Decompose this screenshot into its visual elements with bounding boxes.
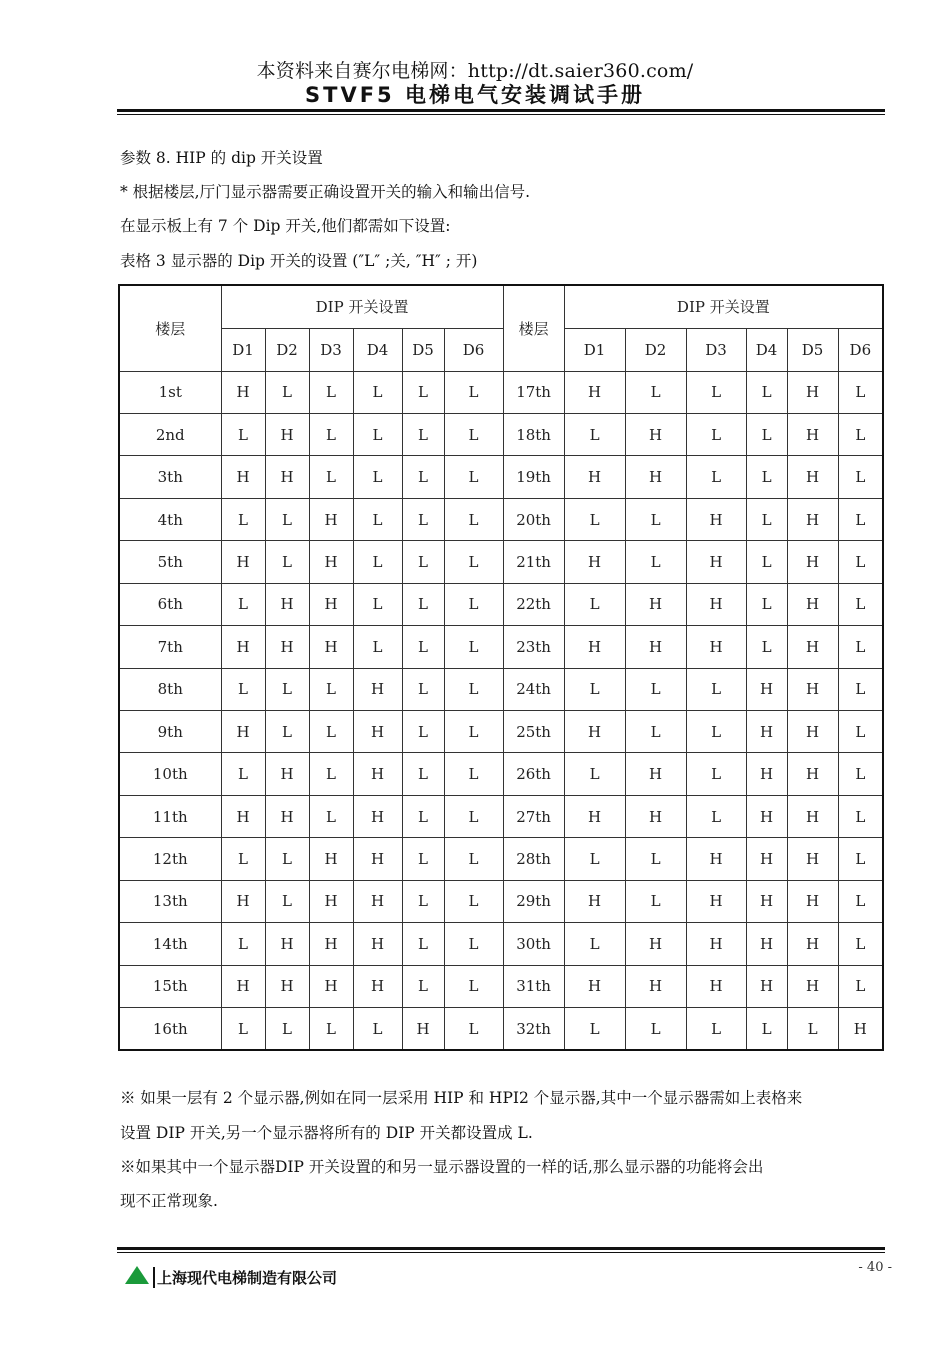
dip-value-cell: L [746,456,787,498]
dip-value-cell: L [838,498,883,540]
footer-rule-thin [117,1252,885,1253]
dip-value-cell: H [309,541,353,583]
dip-value-cell: H [221,965,265,1007]
floor-cell: 12th [119,838,221,880]
dip-value-cell: L [564,413,625,455]
floor-cell: 16th [119,1008,221,1050]
dip-value-cell: L [444,1008,503,1050]
dip-value-cell: L [309,795,353,837]
floor-cell: 7th [119,626,221,668]
dip-value-cell: H [353,795,402,837]
table-row [119,1008,883,1050]
dip-value-cell: H [265,456,309,498]
dip-value-cell: H [746,880,787,922]
dip-value-cell: H [221,626,265,668]
dip-value-cell: H [265,923,309,965]
dip-value-cell: H [353,923,402,965]
column-header-left: D5 [402,328,444,371]
dip-value-cell: L [564,753,625,795]
dip-value-cell: H [221,880,265,922]
dip-value-cell: L [444,795,503,837]
dip-value-cell: H [787,541,838,583]
floor-cell: 14th [119,923,221,965]
dip-value-cell: L [353,541,402,583]
dip-value-cell: H [265,965,309,1007]
dip-value-cell: H [221,456,265,498]
dip-value-cell: H [564,371,625,413]
dip-value-cell: L [746,541,787,583]
dip-value-cell: L [402,880,444,922]
dip-value-cell: H [564,795,625,837]
dip-value-cell: L [686,413,746,455]
column-header-right: D1 [564,328,625,371]
dip-value-cell: L [746,371,787,413]
dip-value-cell: H [353,711,402,753]
dip-value-cell: H [746,923,787,965]
dip-value-cell: L [444,498,503,540]
dip-value-cell: L [838,838,883,880]
table-row [119,371,883,413]
floor-cell: 18th [503,413,564,455]
floor-cell: 4th [119,498,221,540]
dip-value-cell: L [625,668,686,710]
dip-value-cell: H [353,965,402,1007]
dip-value-cell: L [265,498,309,540]
dip-value-cell: L [564,923,625,965]
dip-value-cell: H [564,541,625,583]
dip-value-cell: H [787,668,838,710]
dip-value-cell: L [265,668,309,710]
dip-value-cell: L [444,456,503,498]
dip-value-cell: H [564,965,625,1007]
dip-value-cell: H [221,371,265,413]
dip-value-cell: H [686,965,746,1007]
dip-value-cell: L [838,795,883,837]
dip-value-cell: L [838,413,883,455]
dip-value-cell: H [309,626,353,668]
floor-cell: 23th [503,626,564,668]
dip-value-cell: H [625,413,686,455]
dip-value-cell: H [265,583,309,625]
dip-value-cell: L [625,711,686,753]
dip-value-cell: H [309,583,353,625]
dip-value-cell: L [221,753,265,795]
dip-value-cell: L [309,413,353,455]
dip-value-cell: H [309,965,353,1007]
note-paragraph: 设置 DIP 开关,另一个显示器将所有的 DIP 开关都设置成 L. [120,1124,533,1142]
floor-header-right: 楼层 [503,285,564,371]
column-header-left: D4 [353,328,402,371]
floor-cell: 25th [503,711,564,753]
dip-header-left: DIP 开关设置 [221,285,503,328]
dip-value-cell: H [787,753,838,795]
table-row [119,541,883,583]
column-header-right: D6 [838,328,883,371]
dip-value-cell: H [787,965,838,1007]
dip-value-cell: L [838,668,883,710]
dip-value-cell: L [353,583,402,625]
dip-value-cell: H [625,923,686,965]
dip-value-cell: L [402,923,444,965]
dip-value-cell: H [686,923,746,965]
table-row [119,456,883,498]
note-paragraph: ※ 如果一层有 2 个显示器,例如在同一层采用 HIP 和 HPI2 个显示器,其中一个显示器需如上表格来 [120,1089,803,1107]
dip-value-cell: L [625,838,686,880]
dip-value-cell: L [746,626,787,668]
dip-value-cell: H [787,838,838,880]
dip-value-cell: L [221,583,265,625]
header-rule-thick [117,109,885,112]
dip-value-cell: H [686,498,746,540]
dip-value-cell: L [353,498,402,540]
table-row [119,668,883,710]
dip-value-cell: H [746,753,787,795]
floor-cell: 28th [503,838,564,880]
dip-switch-table [118,284,884,1051]
dip-value-cell: L [265,541,309,583]
table-row [119,923,883,965]
dip-value-cell: L [309,753,353,795]
dip-value-cell: H [564,711,625,753]
floor-header-left: 楼层 [119,285,221,371]
dip-value-cell: H [309,838,353,880]
dip-value-cell: L [353,1008,402,1050]
dip-value-cell: L [265,880,309,922]
dip-value-cell: H [787,456,838,498]
floor-cell: 8th [119,668,221,710]
dip-value-cell: L [444,838,503,880]
floor-cell: 26th [503,753,564,795]
dip-value-cell: H [625,583,686,625]
table-row [119,413,883,455]
dip-value-cell: L [686,371,746,413]
dip-value-cell: L [838,880,883,922]
floor-cell: 21th [503,541,564,583]
dip-value-cell: H [787,626,838,668]
floor-cell: 24th [503,668,564,710]
dip-value-cell: L [686,711,746,753]
dip-value-cell: L [838,583,883,625]
note-paragraph: ※如果其中一个显示器DIP 开关设置的和另一显示器设置的一样的话,那么显示器的功能将会出 [120,1158,764,1176]
dip-value-cell: H [686,583,746,625]
dip-value-cell: L [221,413,265,455]
floor-cell: 19th [503,456,564,498]
dip-value-cell: H [686,838,746,880]
dip-value-cell: L [309,371,353,413]
dip-value-cell: L [402,626,444,668]
dip-value-cell: L [838,923,883,965]
dip-value-cell: L [265,838,309,880]
floor-cell: 20th [503,498,564,540]
dip-value-cell: L [402,371,444,413]
table-row [119,626,883,668]
document-title: STVF5 电梯电气安装调试手册 [305,83,645,107]
dip-value-cell: H [787,498,838,540]
dip-value-cell: L [444,541,503,583]
dip-value-cell: L [402,413,444,455]
floor-cell: 30th [503,923,564,965]
dip-value-cell: L [625,541,686,583]
dip-value-cell: H [221,541,265,583]
dip-value-cell: H [265,626,309,668]
dip-value-cell: L [625,880,686,922]
dip-value-cell: L [564,1008,625,1050]
dip-value-cell: H [221,711,265,753]
dip-value-cell: H [787,583,838,625]
dip-value-cell: H [564,626,625,668]
dip-value-cell: H [353,753,402,795]
dip-value-cell: L [444,371,503,413]
dip-value-cell: L [402,795,444,837]
floor-cell: 13th [119,880,221,922]
column-header-right: D2 [625,328,686,371]
floor-cell: 31th [503,965,564,1007]
column-header-right: D3 [686,328,746,371]
header-rule-thin [117,114,885,115]
dip-value-cell: L [444,583,503,625]
footer-rule-thick [117,1247,885,1250]
dip-value-cell: L [402,965,444,1007]
dip-value-cell: L [838,965,883,1007]
dip-value-cell: L [309,668,353,710]
floor-cell: 27th [503,795,564,837]
table-row [119,753,883,795]
dip-value-cell: H [787,371,838,413]
dip-value-cell: L [402,711,444,753]
column-header-left: D2 [265,328,309,371]
dip-value-cell: L [746,413,787,455]
intro-paragraph: * 根据楼层,厅门显示器需要正确设置开关的输入和输出信号. [120,183,531,201]
dip-value-cell: H [625,753,686,795]
dip-value-cell: L [746,583,787,625]
dip-value-cell: L [625,498,686,540]
table-row [119,711,883,753]
company-logo-icon [124,1265,150,1285]
dip-value-cell: L [402,498,444,540]
dip-value-cell: L [353,626,402,668]
dip-value-cell: H [309,923,353,965]
dip-value-cell: L [838,753,883,795]
dip-value-cell: L [353,456,402,498]
dip-value-cell: L [309,456,353,498]
dip-value-cell: L [838,541,883,583]
dip-value-cell: H [402,1008,444,1050]
dip-value-cell: H [265,753,309,795]
page-number: - 40 - [858,1260,892,1275]
dip-value-cell: L [564,668,625,710]
dip-value-cell: H [746,795,787,837]
dip-value-cell: L [686,753,746,795]
dip-value-cell: H [686,626,746,668]
dip-value-cell: L [444,753,503,795]
dip-value-cell: H [787,880,838,922]
dip-value-cell: H [746,711,787,753]
dip-value-cell: L [444,711,503,753]
dip-value-cell: H [309,880,353,922]
dip-value-cell: L [221,923,265,965]
dip-value-cell: L [402,456,444,498]
dip-value-cell: L [564,583,625,625]
dip-value-cell: H [353,838,402,880]
dip-value-cell: L [265,1008,309,1050]
dip-value-cell: L [838,456,883,498]
dip-value-cell: H [838,1008,883,1050]
floor-cell: 9th [119,711,221,753]
dip-value-cell: H [746,668,787,710]
table-row [119,880,883,922]
dip-value-cell: H [265,795,309,837]
dip-value-cell: L [564,498,625,540]
table-row [119,838,883,880]
dip-value-cell: L [787,1008,838,1050]
dip-value-cell: L [746,498,787,540]
header-source-line: 本资料来自赛尔电梯网：http://dt.saier360.com/ [256,60,694,82]
dip-value-cell: H [564,880,625,922]
dip-value-cell: L [838,371,883,413]
dip-value-cell: H [787,711,838,753]
section-heading: 参数 8. HIP 的 dip 开关设置 [120,149,323,167]
dip-value-cell: L [221,668,265,710]
column-header-right: D5 [787,328,838,371]
floor-cell: 29th [503,880,564,922]
dip-value-cell: L [625,371,686,413]
dip-value-cell: H [221,795,265,837]
column-header-right: D4 [746,328,787,371]
floor-cell: 2nd [119,413,221,455]
dip-value-cell: L [686,668,746,710]
company-name: 上海现代电梯制造有限公司 [153,1267,337,1288]
column-header-left: D1 [221,328,265,371]
dip-value-cell: H [625,795,686,837]
dip-value-cell: H [787,413,838,455]
floor-cell: 6th [119,583,221,625]
dip-value-cell: L [444,668,503,710]
dip-value-cell: L [686,1008,746,1050]
floor-cell: 3th [119,456,221,498]
dip-value-cell: L [402,753,444,795]
dip-value-cell: L [686,795,746,837]
dip-value-cell: H [686,880,746,922]
dip-value-cell: L [309,711,353,753]
dip-value-cell: H [265,413,309,455]
dip-value-cell: L [265,371,309,413]
dip-value-cell: L [838,711,883,753]
floor-cell: 11th [119,795,221,837]
dip-value-cell: H [787,923,838,965]
column-header-left: D3 [309,328,353,371]
dip-value-cell: L [402,668,444,710]
dip-value-cell: H [625,965,686,1007]
dip-value-cell: L [402,838,444,880]
floor-cell: 32th [503,1008,564,1050]
dip-value-cell: L [686,456,746,498]
floor-cell: 10th [119,753,221,795]
floor-cell: 1st [119,371,221,413]
dip-value-cell: L [402,541,444,583]
dip-value-cell: L [221,498,265,540]
dip-value-cell: H [746,838,787,880]
dip-value-cell: L [444,965,503,1007]
dip-value-cell: L [746,1008,787,1050]
dip-value-cell: L [444,413,503,455]
dip-value-cell: H [625,626,686,668]
dip-value-cell: L [353,413,402,455]
dip-value-cell: L [625,1008,686,1050]
table-caption: 表格 3 显示器的 Dip 开关的设置 (″L″ ;关, ″H″ ; 开) [120,252,478,270]
dip-value-cell: H [787,795,838,837]
dip-value-cell: H [309,498,353,540]
dip-value-cell: L [444,626,503,668]
dip-value-cell: L [444,880,503,922]
dip-value-cell: H [353,880,402,922]
intro-paragraph: 在显示板上有 7 个 Dip 开关,他们都需如下设置: [120,217,451,235]
dip-value-cell: L [838,626,883,668]
table-row [119,498,883,540]
table-row [119,965,883,1007]
note-paragraph: 现不正常现象. [120,1192,218,1210]
dip-value-cell: L [353,371,402,413]
floor-cell: 17th [503,371,564,413]
floor-cell: 15th [119,965,221,1007]
dip-value-cell: L [221,1008,265,1050]
column-header-left: D6 [444,328,503,371]
floor-cell: 22th [503,583,564,625]
dip-value-cell: H [746,965,787,1007]
dip-value-cell: H [564,456,625,498]
dip-value-cell: L [402,583,444,625]
dip-value-cell: L [564,838,625,880]
table-row [119,795,883,837]
dip-value-cell: L [309,1008,353,1050]
floor-cell: 5th [119,541,221,583]
dip-value-cell: L [444,923,503,965]
table-row [119,583,883,625]
dip-value-cell: L [221,838,265,880]
dip-header-right: DIP 开关设置 [564,285,883,328]
dip-value-cell: H [686,541,746,583]
dip-value-cell: L [265,711,309,753]
dip-value-cell: H [353,668,402,710]
dip-value-cell: H [625,456,686,498]
